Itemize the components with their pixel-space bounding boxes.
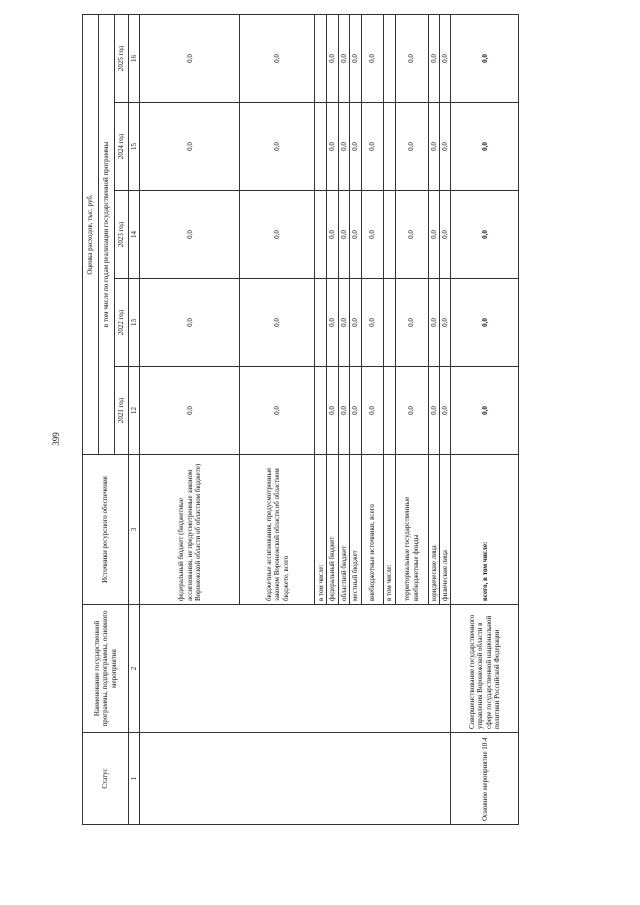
value-cell: 0,0 xyxy=(428,103,439,191)
value-cell xyxy=(315,279,327,367)
value-cell: 0,0 xyxy=(439,191,450,279)
event-status: Основное мероприятие 10.4 xyxy=(451,733,519,825)
name-cell-empty xyxy=(140,605,451,733)
value-cell: 0,0 xyxy=(140,367,240,455)
source-label: бюджетные ассигнования, предусмотренные законом Воронежской области об областном бюджете, всего xyxy=(240,455,315,605)
value-cell: 0,0 xyxy=(350,367,361,455)
value-cell: 0,0 xyxy=(439,103,450,191)
value-cell: 0,0 xyxy=(439,14,450,102)
value-cell xyxy=(315,103,327,191)
value-cell: 0,0 xyxy=(240,14,315,102)
header-year: 2023 год xyxy=(115,191,129,279)
value-cell: 0,0 xyxy=(428,14,439,102)
value-cell xyxy=(383,103,395,191)
value-cell: 0,0 xyxy=(395,191,428,279)
value-cell xyxy=(315,191,327,279)
value-cell: 0,0 xyxy=(395,367,428,455)
value-cell: 0,0 xyxy=(338,279,349,367)
value-cell xyxy=(315,14,327,102)
value-cell: 0,0 xyxy=(140,191,240,279)
source-label: юридические лица xyxy=(428,455,439,605)
status-cell-empty xyxy=(140,733,451,825)
header-year: 2022 год xyxy=(115,279,129,367)
value-cell: 0,0 xyxy=(439,367,450,455)
value-cell xyxy=(383,279,395,367)
value-cell: 0,0 xyxy=(395,279,428,367)
event-name: Совершенствование государственного управления Воронежской области в сфере государственной национальной политики Российской Федерации xyxy=(451,605,519,733)
col-number: 15 xyxy=(129,103,140,191)
value-cell: 0,0 xyxy=(428,279,439,367)
source-label: физические лица xyxy=(439,455,450,605)
value-cell: 0,0 xyxy=(140,279,240,367)
header-name: Наименование государственной программы, подпрограммы, основного мероприятия xyxy=(83,605,129,733)
source-label: местный бюджет xyxy=(350,455,361,605)
value-cell: 0,0 xyxy=(240,191,315,279)
value-cell: 0,0 xyxy=(350,103,361,191)
col-number: 1 xyxy=(129,733,140,825)
value-cell: 0,0 xyxy=(240,103,315,191)
value-cell: 0,0 xyxy=(140,14,240,102)
source-label: в том числе: xyxy=(315,455,327,605)
value-cell xyxy=(383,367,395,455)
value-cell: 0,0 xyxy=(361,103,383,191)
event-value: 0,0 xyxy=(451,14,519,102)
col-number: 16 xyxy=(129,14,140,102)
value-cell: 0,0 xyxy=(361,367,383,455)
header-estimate: Оценка расходов, тыс. руб. xyxy=(83,14,99,454)
header-status: Статус xyxy=(83,733,129,825)
col-number: 2 xyxy=(129,605,140,733)
value-cell: 0,0 xyxy=(240,279,315,367)
value-cell xyxy=(383,14,395,102)
source-label: в том числе: xyxy=(383,455,395,605)
event-source-total: всего, в том числе: xyxy=(451,455,519,605)
value-cell: 0,0 xyxy=(350,191,361,279)
value-cell: 0,0 xyxy=(327,191,338,279)
page-number: 399 xyxy=(50,432,61,446)
value-cell: 0,0 xyxy=(428,191,439,279)
header-sources: Источники ресурсного обеспечения xyxy=(83,455,129,605)
value-cell: 0,0 xyxy=(338,14,349,102)
source-label: внебюджетные источники, всего xyxy=(361,455,383,605)
value-cell: 0,0 xyxy=(350,279,361,367)
value-cell: 0,0 xyxy=(338,103,349,191)
header-year: 2025 год xyxy=(115,14,129,102)
value-cell: 0,0 xyxy=(338,191,349,279)
col-number: 3 xyxy=(129,455,140,605)
source-label: федеральный бюджет (бюджетные ассигнования, не предусмотренные законом Воронежской области об областном бюджете) xyxy=(140,455,240,605)
event-value: 0,0 xyxy=(451,191,519,279)
event-value: 0,0 xyxy=(451,103,519,191)
event-value: 0,0 xyxy=(451,367,519,455)
value-cell xyxy=(383,191,395,279)
header-year: 2024 год xyxy=(115,103,129,191)
header-by-years: в том числе по годам реализации государственной программы xyxy=(99,14,115,454)
value-cell: 0,0 xyxy=(361,14,383,102)
rotated-table-container xyxy=(82,15,637,825)
value-cell: 0,0 xyxy=(327,367,338,455)
col-number: 14 xyxy=(129,191,140,279)
header-year: 2021 год xyxy=(115,367,129,455)
source-label: областной бюджет xyxy=(338,455,349,605)
source-label: федеральный бюджет xyxy=(327,455,338,605)
source-label: территориальные государственные внебюджетные фонды xyxy=(395,455,428,605)
col-number: 12 xyxy=(129,367,140,455)
value-cell: 0,0 xyxy=(327,103,338,191)
value-cell: 0,0 xyxy=(140,103,240,191)
event-value: 0,0 xyxy=(451,279,519,367)
value-cell: 0,0 xyxy=(439,279,450,367)
value-cell: 0,0 xyxy=(361,279,383,367)
value-cell: 0,0 xyxy=(327,14,338,102)
col-number: 13 xyxy=(129,279,140,367)
value-cell: 0,0 xyxy=(361,191,383,279)
value-cell: 0,0 xyxy=(395,103,428,191)
value-cell xyxy=(315,367,327,455)
value-cell: 0,0 xyxy=(428,367,439,455)
value-cell: 0,0 xyxy=(338,367,349,455)
value-cell: 0,0 xyxy=(350,14,361,102)
expense-table xyxy=(82,14,519,825)
value-cell: 0,0 xyxy=(327,279,338,367)
value-cell: 0,0 xyxy=(395,14,428,102)
value-cell: 0,0 xyxy=(240,367,315,455)
